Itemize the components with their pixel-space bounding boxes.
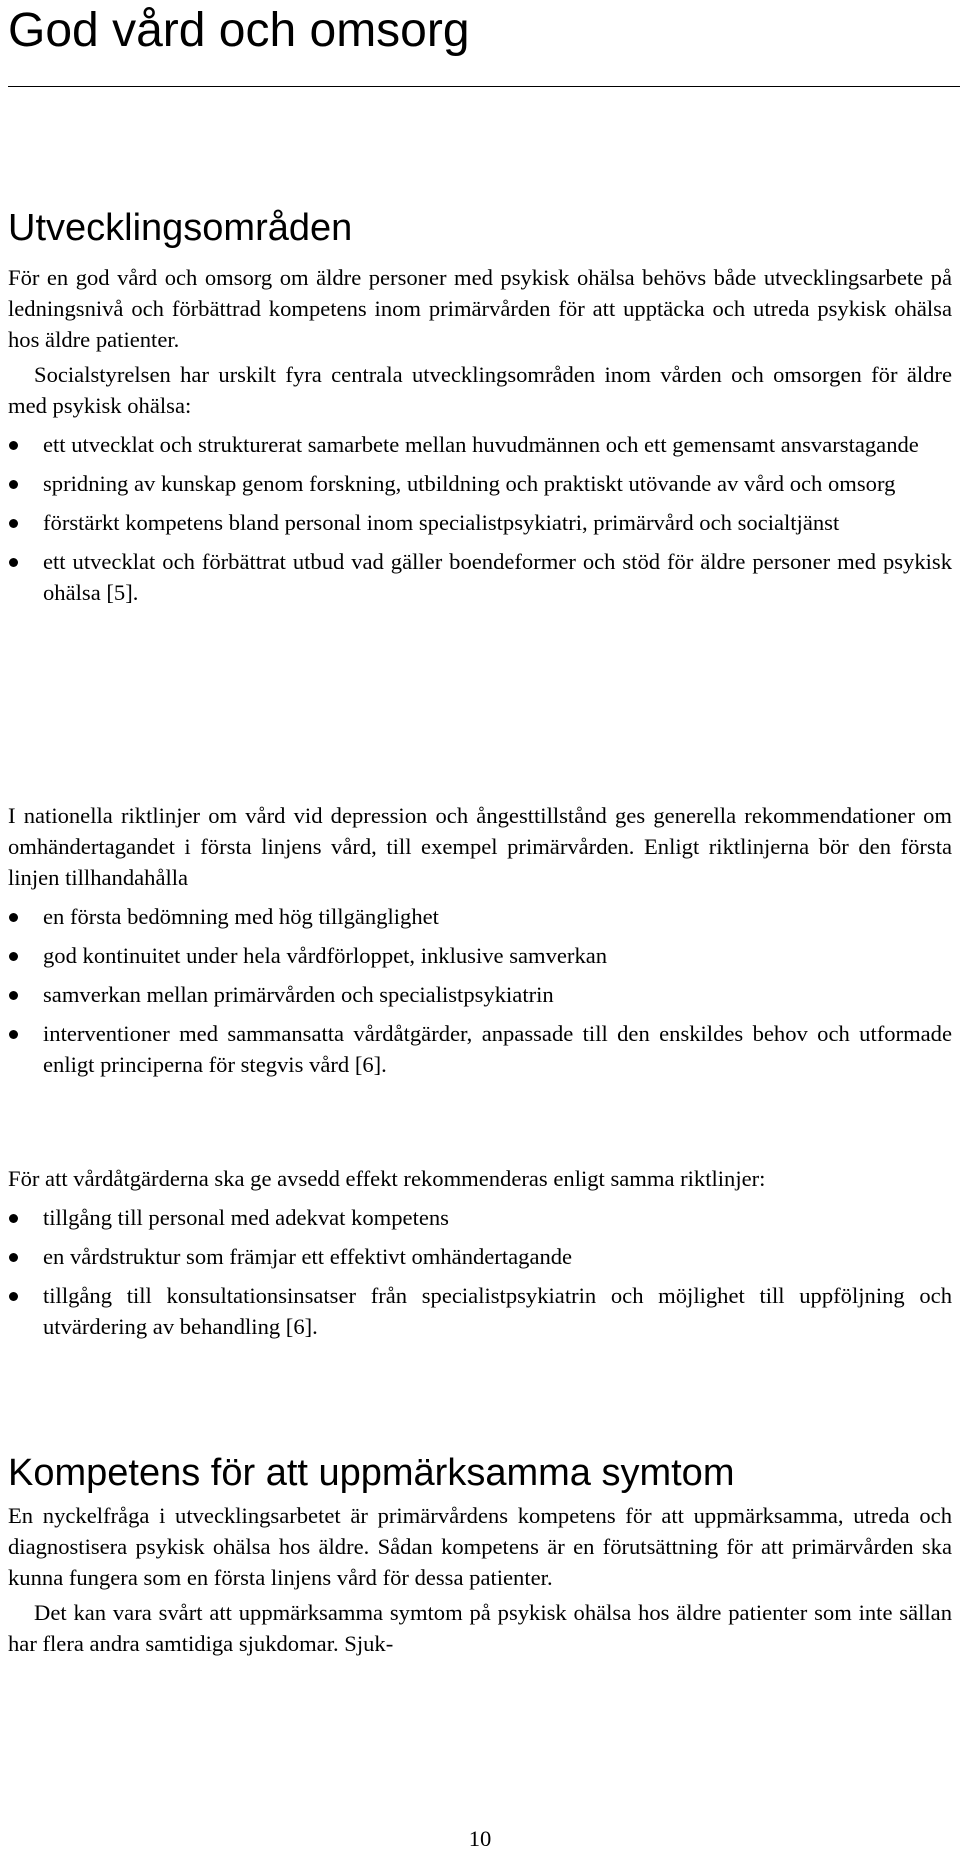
bullet-icon [9,1292,18,1301]
list-item [8,429,952,460]
section1-block-1 [8,262,952,608]
section1-lead: Socialstyrelsen har urskilt fyra centrala utvecklingsområden inom vården och omsorgen för äldre med psykisk ohälsa: [8,362,952,418]
list-item [8,1280,952,1342]
section2-block [8,1500,952,1659]
bullet-icon [9,1030,18,1039]
recommendations-list [8,1202,952,1342]
list-item-text: god kontinuitet under hela vårdförloppet, inklusive samverkan [43,943,608,968]
bullet-icon [9,991,18,1000]
section-heading-utvecklingsomraden: Utvecklingsområden [8,207,353,249]
section1-block-2 [8,800,952,1080]
list-item-text: förstärkt kompetens bland personal inom specialistpsykiatri, primärvård och socialtjänst [43,510,840,535]
list-item [8,1202,952,1233]
development-areas-list [8,429,952,608]
bullet-icon [9,480,18,489]
page-number: 10 [468,1826,492,1851]
list-item [8,901,952,932]
bullet-icon [9,558,18,567]
recommendations-paragraph: För att vårdåtgärderna ska ge avsedd effekt rekommenderas enligt samma riktlinjer: [8,1166,766,1191]
section-heading-kompetens: Kompetens för att uppmärksamma symtom [8,1452,735,1494]
document-title: God vård och omsorg [8,4,470,57]
list-item-text: en vårdstruktur som främjar ett effektivt omhändertagande [43,1244,573,1269]
list-item [8,468,952,499]
list-item-text: tillgång till personal med adekvat kompetens [43,1205,449,1230]
bullet-icon [9,1214,18,1223]
list-item-text: samverkan mellan primärvården och specialistpsykiatrin [43,982,554,1007]
section2-paragraph-1: En nyckelfråga i utvecklingsarbetet är primärvårdens kompetens för att uppmärksamma, utreda och diagnostisera psykisk ohälsa hos äldre. Sådan kompetens är en förutsättning för att primärvården ska kunna fungera som en första linjens vård för dessa patienter. [8,1503,952,1590]
list-item [8,1018,952,1080]
bullet-icon [9,1253,18,1262]
first-line-care-list [8,901,952,1080]
bullet-icon [9,913,18,922]
list-item-text: en första bedömning med hög tillgänglighet [43,904,439,929]
section2-paragraph-2: Det kan vara svårt att uppmärksamma symtom på psykisk ohälsa hos äldre patienter som inte sällan har flera andra samtidiga sjukdomar. Sjuk- [8,1600,952,1656]
section1-intro: För en god vård och omsorg om äldre personer med psykisk ohälsa behövs både utvecklingsarbete på ledningsnivå och förbättrad kompetens inom primärvården för att upptäcka och utreda psykisk ohälsa hos äldre patienter. [8,265,952,352]
list-item-text: ett utvecklat och förbättrat utbud vad gäller boendeformer och stöd för äldre personer med psykisk ohälsa [5]. [43,549,952,605]
bullet-icon [9,441,18,450]
title-divider [8,86,960,87]
guidelines-paragraph: I nationella riktlinjer om vård vid depression och ångesttillstånd ges generella rekommendationer om omhändertagandet i första linjens vård, till exempel primärvården. Enligt riktlinjerna bör den första linjen tillhandahålla [8,803,952,890]
list-item-text: tillgång till konsultationsinsatser från specialistpsykiatrin och möjlighet till uppföljning och utvärdering av behandling [6]. [43,1283,952,1339]
list-item [8,940,952,971]
list-item [8,546,952,608]
bullet-icon [9,952,18,961]
section1-block-3 [8,1163,952,1342]
list-item [8,1241,952,1272]
list-item [8,507,952,538]
list-item-text: interventioner med sammansatta vårdåtgärder, anpassade till den enskildes behov och utformade enligt principerna för stegvis vård [6]. [43,1021,952,1077]
list-item-text: spridning av kunskap genom forskning, utbildning och praktiskt utövande av vård och omsorg [43,471,896,496]
list-item [8,979,952,1010]
bullet-icon [9,519,18,528]
list-item-text: ett utvecklat och strukturerat samarbete mellan huvudmännen och ett gemensamt ansvarstagande [43,432,919,457]
